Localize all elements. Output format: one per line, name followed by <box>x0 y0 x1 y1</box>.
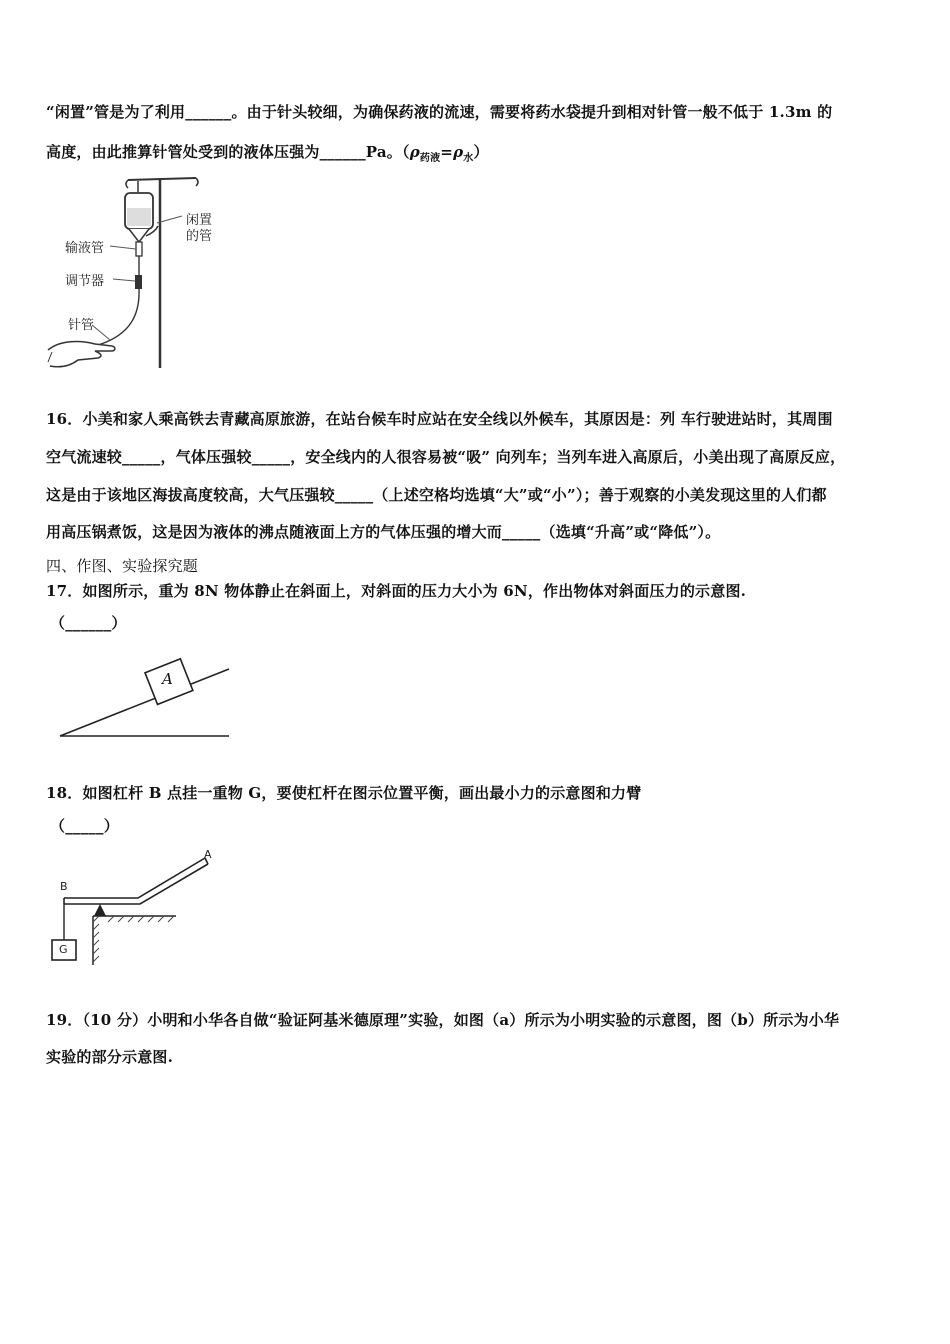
q19-line-2: 实验的部分示意图. <box>46 1048 174 1066</box>
subscript-medicine: 药液 <box>419 153 441 164</box>
q16-line-2: 空气流速较_____，气体压强较_____，安全线内的人很容易被“吸” 向列车；当列车进入高原后，小美出现了高原反应， <box>46 448 846 466</box>
q19-line-1: 19．（10 分）小明和小华各自做“验证阿基米德原理”实验，如图（a）所示为小明实验的示意图，图（b）所示为小华 <box>46 1011 840 1029</box>
rho-symbol: ρ <box>409 143 420 161</box>
label-infusion-tube: 输液管 <box>65 241 105 256</box>
q16-line-4: 用高压锅煮饭，这是因为液体的沸点随液面上方的气体压强的增大而_____（选填“升高”或“降低”）。 <box>46 523 721 541</box>
label-b: B <box>60 880 68 893</box>
closing-paren: ） <box>473 143 489 161</box>
q16-line-3: 这是由于该地区海拔高度较高，大气压强较_____（上述空格均选填“大”或“小”）；善于观察的小美发现这里的人们都 <box>46 486 827 504</box>
q17-answer-blank: （______） <box>50 614 127 632</box>
subscript-water: 水 <box>463 153 474 164</box>
q17-line-1: 17．如图所示，重为 8N 物体静止在斜面上，对斜面的压力大小为 6N，作出物体对斜面压力的示意图. <box>46 582 747 600</box>
q15-line-2-text: 高度，由此推算针管处受到的液体压强为______Pa。（ <box>46 143 410 161</box>
block-label: A <box>162 670 173 688</box>
q18-line-1: 18．如图杠杆 B 点挂一重物 G，要使杠杆在图示位置平衡，画出最小力的示意图和力臂 <box>46 784 642 802</box>
q16-line-1: 16．小美和家人乘高铁去青藏高原旅游，在站台候车时应站在安全线以外候车，其原因是：列 车行驶进站时，其周围 <box>46 410 833 428</box>
equals-sign: = <box>440 143 454 161</box>
label-g: G <box>59 943 68 956</box>
label-needle: 针管 <box>68 318 95 333</box>
q15-line-1: “闲置”管是为了利用______。由于针头较细，为确保药液的流速，需要将药水袋提升到相对针管一般不低于 1.3m 的 <box>46 103 833 121</box>
section-title: 四、作图、实验探究题 <box>46 557 199 575</box>
q18-answer-blank: （_____） <box>50 817 119 835</box>
rho-symbol-2: ρ <box>453 143 464 161</box>
label-idle-tube-2: 的管 <box>186 229 213 244</box>
label-idle-tube-1: 闲置 <box>186 213 213 228</box>
label-regulator: 调节器 <box>65 274 105 289</box>
label-a: A <box>204 848 212 861</box>
